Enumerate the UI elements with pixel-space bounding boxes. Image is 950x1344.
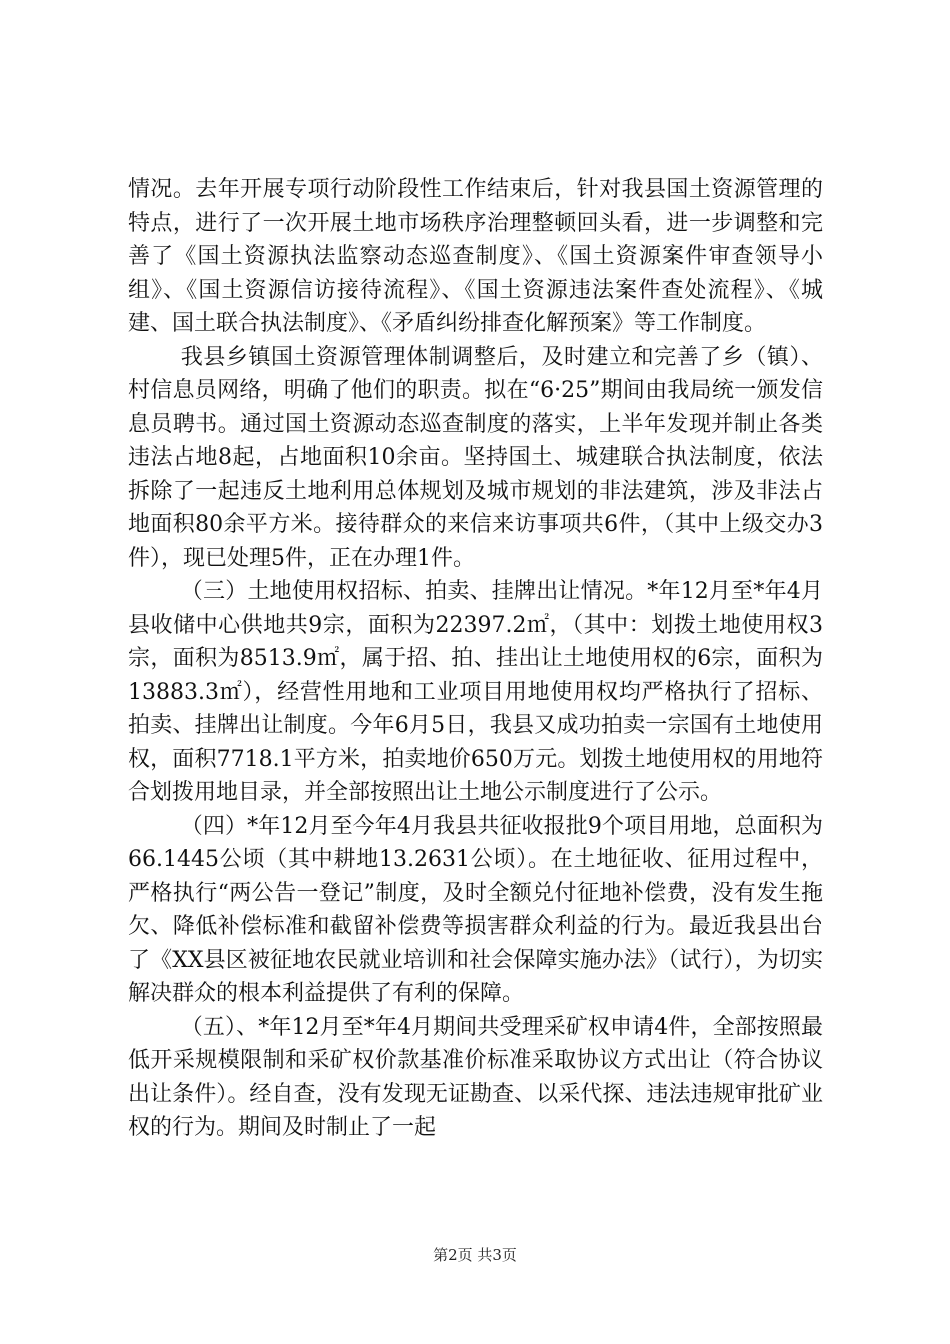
paragraph-1: 情况。去年开展专项行动阶段性工作结束后，针对我县国土资源管理的特点，进行了一次开展土地市场秩序治理整顿回头看，进一步调整和完善了《国土资源执法监察动态巡查制度》、《国土资源案件审查领导小组》、《国土资源信访接待流程》、《国土资源违法案件查处流程》、《城建、国土联合执法制度》、《矛盾纠纷排查化解预案》等工作制度。 — [128, 177, 823, 336]
paragraph-5: （五）、*年12月至*年4月期间共受理采矿权申请4件，全部按照最低开采规模限制和采矿权价款基准价标准采取协议方式出让（符合协议出让条件）。经自查，没有发现无证勘查、以采代探、违法违规审批矿业权的行为。期间及时制止了一起 — [128, 1014, 823, 1140]
paragraph-3: （三）土地使用权招标、拍卖、挂牌出让情况。*年12月至*年4月县收储中心供地共9宗，面积为22397.2㎡，（其中：划拨土地使用权3宗，面积为8513.9㎡，属于招、拍、挂出让土地使用权的6宗，面积为13883.3㎡），经营性用地和工业项目用地使用权均严格执行了招标、拍卖、挂牌出让制度。今年6月5日，我县又成功拍卖一宗国有土地使用权，面积7718.1平方米，拍卖地价650万元。划拨土地使用权的用地符合划拨用地目录，并全部按照出让土地公示制度进行了公示。 — [128, 579, 823, 805]
paragraph-4: （四）*年12月至今年4月我县共征收报批9个项目用地，总面积为66.1445公顷（其中耕地13.2631公顷）。在土地征收、征用过程中，严格执行“两公告一登记”制度，及时全额兑付征地补偿费，没有发生拖欠、降低补偿标准和截留补偿费等损害群众利益的行为。最近我县出台了《XX县区被征地农民就业培训和社会保障实施办法》（试行），为切实解决群众的根本利益提供了有利的保障。 — [128, 813, 823, 1006]
page-footer: 第2页 共3页 — [433, 1246, 517, 1264]
paragraph-2: 我县乡镇国土资源管理体制调整后，及时建立和完善了乡（镇）、村信息员网络，明确了他们的职责。拟在“6·25”期间由我局统一颁发信息员聘书。通过国土资源动态巡查制度的落实，上半年发现并制止各类违法占地8起，占地面积10余亩。坚持国土、城建联合执法制度，依法拆除了一起违反土地利用总体规划及城市规划的非法建筑，涉及非法占地面积80余平方米。接待群众的来信来访事项共6件，（其中上级交办3件），现已处理5件，正在办理1件。 — [128, 344, 823, 571]
document-body — [128, 173, 823, 1145]
